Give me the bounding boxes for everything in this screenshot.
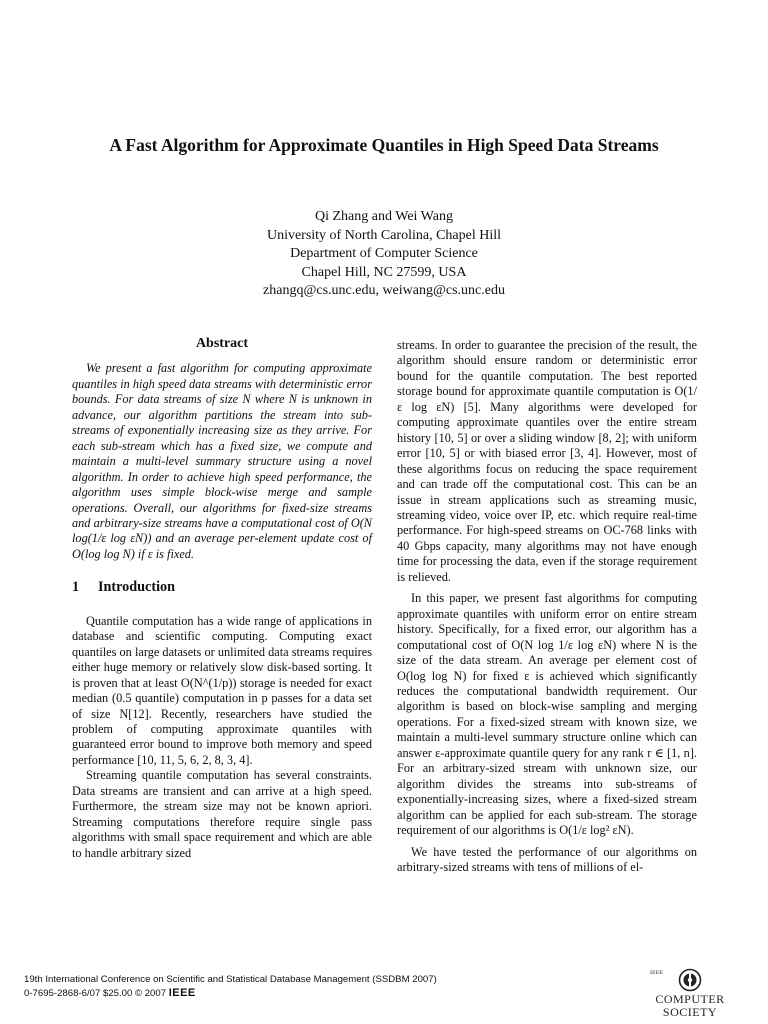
right-paragraph-1: streams. In order to guarantee the precision of the result, the algorithm should ensure random or deterministic error bound for the quantile computation. The best reported storage bound for approximate quantile computation is O(1/ε log εN) [5]. Many algorithms were developed for computing approximate quantiles over the entire stream history [10, 5] or over a sliding window [8, 2]; with uniform error [10, 5] or with biased error [3, 4]. However, most of these algorithms focus on reducing the space requirement and can trade off the computational cost. This can be an issue in stream applications such as streaming music, streaming video, voice over IP, etc. which require real-time performance. For high-speed streams on OC-768 links with 40 Gbps capacity, many algorithms may not have enough time for processing the data, even if the storage requirement is relieved.	[397, 338, 697, 584]
logo-line-2: SOCIETY	[662, 1005, 718, 1019]
section-number: 1	[72, 579, 80, 596]
section-title: Introduction	[98, 579, 175, 596]
paper-title: A Fast Algorithm for Approximate Quantiles in High Speed Data Streams	[109, 135, 659, 155]
intro-paragraph-1: Quantile computation has a wide range of applications in database and scientific computing. Computing exact quantiles on large datasets or unlimited data streams requires either huge memory or relatively slow disk-based sorting. It is proven that at least O(N^(1/p)) storage is needed for exact median (0.5 quantile) computation in p passes for a data set of size N[12]. Recently, researchers have studied the problem of computing approximate quantiles with guaranteed error bound to improve both memory and speed performance [10, 11, 5, 6, 2, 8, 3, 4].	[72, 613, 372, 767]
logo-small-text: IEEE	[650, 970, 663, 976]
author-department: Department of Computer Science	[290, 246, 478, 261]
right-paragraph-3: We have tested the performance of our algorithms on arbitrary-sized streams with tens of millions of el-	[397, 844, 697, 874]
logo-line-1: COMPUTER	[655, 992, 725, 1006]
author-address: Chapel Hill, NC 27599, USA	[301, 264, 467, 280]
author-block	[0, 208, 768, 301]
footer-publisher: IEEE	[168, 986, 196, 999]
footer	[24, 974, 437, 1000]
left-column	[72, 336, 372, 861]
footer-isbn-line	[24, 987, 437, 1001]
footer-isbn: 0-7695-2868-6/07 $25.00 © 2007	[24, 987, 167, 999]
abstract-text: We present a fast algorithm for computing approximate quantiles in high speed data streams with deterministic error bounds. For data streams of size N where N is unknown in advance, our algorithm partitions the stream into sub-streams of exponentially increasing size as they arrive. For each sub-stream which has a fixed size, we compute and maintain a multi-level summary structure using a novel algorithm. In order to achieve high speed performance, the algorithm uses simple block-wise merge and sample operations. Overall, our algorithms for fixed-size streams and arbitrary-size streams have a computational cost of O(N log(1/ε log εN)) and an average per-element update cost of O(log log N) if ε is fixed.	[72, 361, 372, 561]
abstract-heading: Abstract	[195, 336, 249, 351]
author-names: Qi Zhang and Wei Wang	[315, 209, 453, 224]
right-column	[397, 338, 697, 875]
section-heading	[72, 580, 372, 595]
intro-paragraph-2: Streaming quantile computation has several constraints. Data streams are transient and can arrive at a high speed. Furthermore, the stream size may not be known apriori. Streaming computations therefore require single pass algorithms with small space requirement and which are able to handle arbitrary sized	[72, 768, 372, 860]
author-emails: zhangq@cs.unc.edu, weiwang@cs.unc.edu	[263, 283, 505, 298]
right-paragraph-2: In this paper, we present fast algorithms for computing approximate quantiles with uniform error on entire stream history. Specifically, for a fixed error, our algorithm has a computational cost of O(N log 1/ε log εN) where N is the size of the data stream. An average per element cost of O(log log N) for fixed ε is achieved which significantly reduces the computational bandwidth requirement. Our algorithm is based on block-wise sampling and merging operations. For a fixed-sized stream with known size, we maintain a multi-level summary structure online which can answer ε-approximate quantile query for any rank r ∈ [1, n]. For an arbitrary-sized stream with unknown size, our algorithm divides the streams into sub-streams of exponentially-increasing sizes, where a fixed-sized stream algorithm can be applied for each sub-stream. The storage requirement of our algorithms is O(1/ε log² εN).	[397, 591, 697, 838]
computer-society-emblem-icon	[678, 968, 702, 992]
author-university: University of North Carolina, Chapel Hill	[266, 227, 502, 243]
computer-society-logo	[634, 968, 746, 1024]
footer-conference: 19th International Conference on Scientific and Statistical Database Management (SSDBM 2007)	[24, 974, 437, 985]
